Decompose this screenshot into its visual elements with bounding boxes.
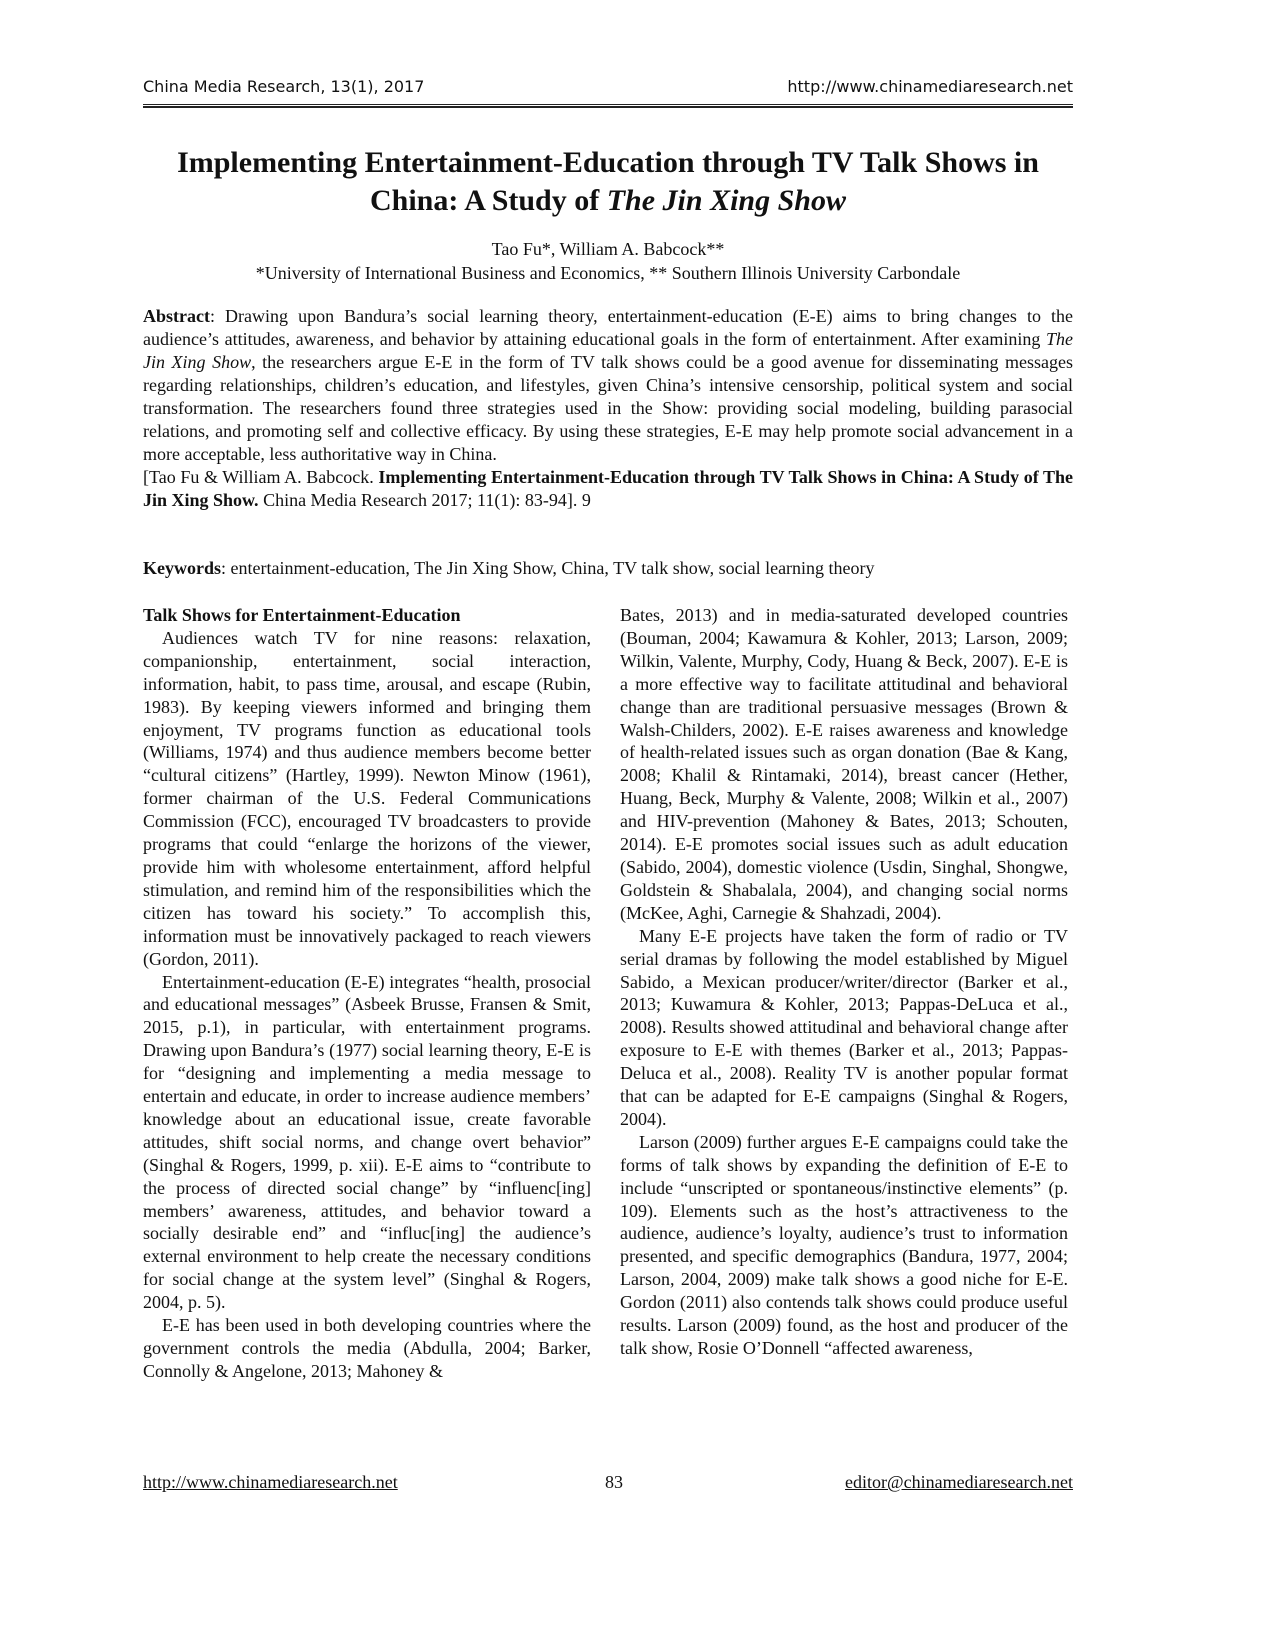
title-show-name: The Jin Xing Show	[606, 184, 846, 217]
keywords-label: Keywords	[143, 558, 221, 578]
page-header	[143, 72, 1073, 105]
citation-prefix: [Tao Fu & William A. Babcock.	[143, 467, 379, 487]
keywords	[143, 557, 1073, 580]
body-paragraph: E-E has been used in both developing countries where the government controls the media (Abdulla, 2004; Barker, Connolly & Angelone, 2013; Mahoney &	[143, 1315, 591, 1381]
abstract-citation	[143, 466, 1073, 512]
article-title	[120, 144, 1096, 220]
abstract-show-name: The Jin Xing Show	[143, 329, 1073, 372]
abstract-label: Abstract	[143, 306, 210, 326]
section-heading: Talk Shows for Entertainment-Education	[143, 605, 461, 625]
title-line-1: Implementing Entertainment-Education through TV Talk Shows in	[177, 146, 1039, 179]
citation-title: Implementing Entertainment-Education through TV Talk Shows in China: A Study of The Jin Xing Show.	[143, 467, 1073, 510]
author-affiliations: *University of International Business and Economics, ** Southern Illinois University Carbondale	[255, 263, 961, 283]
author-block	[143, 237, 1073, 285]
abstract-body	[143, 305, 1073, 466]
journal-citation: China Media Research, 13(1), 2017	[143, 77, 425, 96]
body-paragraph: Many E-E projects have taken the form of radio or TV serial dramas by following the model established by Miguel Sabido, a Mexican producer/writer/director (Barker et al., 2013; Kuwamura & Kohler, 2013; Pappas-DeLuca et al., 2008). Results showed attitudinal and behavioral change after exposure to E-E with themes (Barker et al., 2013; Pappas-Deluca et al., 2008). Reality TV is another popular format that can be adapted for E-E campaigns (Singhal & Rogers, 2004).	[620, 925, 1068, 1129]
body-paragraph: Audiences watch TV for nine reasons: relaxation, companionship, entertainment, social interaction, information, habit, to pass time, arousal, and escape (Rubin, 1983). By keeping viewers informed and bringing them enjoyment, TV programs function as educational tools (Williams, 1974) and thus audience members become better “cultural citizens” (Hartley, 1999). Newton Minow (1961), former chairman of the U.S. Federal Communications Commission (FCC), encouraged TV broadcasters to provide programs that could “enlarge the horizons of the viewer, provide him with wholesome entertainment, afford helpful stimulation, and remind him of the responsibilities which the citizen has toward his society.” To accomplish this, information must be innovatively packaged to reach viewers (Gordon, 2011).	[143, 627, 591, 969]
body-paragraph: Entertainment-education (E-E) integrates “health, prosocial and educational messages” (Asbeek Brusse, Fransen & Smit, 2015, p.1), in particular, with entertainment programs. Drawing upon Bandura’s (1977) social learning theory, E-E is for “designing and implementing a media message to entertain and educate, in order to increase audience members’ knowledge about an educational issue, create favorable attitudes, shift social norms, and change overt behavior” (Singhal & Rogers, 1999, p. xii). E-E aims to “contribute to the process of directed social change” by “influenc[ing] members’ awareness, attitudes, and behavior toward a socially desirable end” and “influc[ing] the audience’s external environment to help create the necessary conditions for social change at the system level” (Singhal & Rogers, 2004, p. 5).	[143, 971, 591, 1313]
left-column	[143, 604, 591, 1383]
right-column	[620, 604, 1068, 1360]
abstract-text-2: , the researchers argue E-E in the form of TV talk shows could be a good avenue for disseminating messages regarding relationships, children’s education, and lifestyles, given China’s intensive censorship, political system and social transformation. The researchers found three strategies used in the Show: providing social modeling, building parasocial relations, and promoting self and collective efficacy. By using these strategies, E-E may help promote social advancement in a more acceptable, less authoritative way in China.	[143, 352, 1073, 464]
citation-suffix: China Media Research 2017; 11(1): 83-94]. 9	[258, 490, 591, 510]
title-line-2-prefix: China: A Study of	[369, 184, 607, 217]
abstract	[143, 305, 1073, 512]
footer-email-link[interactable]: editor@chinamediaresearch.net	[845, 1472, 1073, 1492]
body-paragraph: Bates, 2013) and in media-saturated developed countries (Bouman, 2004; Kawamura & Kohler, 2013; Larson, 2009; Wilkin, Valente, Murphy, Cody, Huang & Beck, 2007). E-E is a more effective way to facilitate attitudinal and behavioral change than are traditional persuasive messages (Brown & Walsh-Childers, 2002). E-E raises awareness and knowledge of health-related issues such as organ donation (Bae & Kang, 2008; Khalil & Rintamaki, 2014), breast cancer (Hether, Huang, Beck, Murphy & Valente, 2008; Wilkin et al., 2007) and HIV-prevention (Mahoney & Bates, 2013; Schouten, 2014). E-E promotes social issues such as adult education (Sabido, 2004), domestic violence (Usdin, Singhal, Shongwe, Goldstein & Shabalala, 2004), and changing social norms (McKee, Aghi, Carnegie & Shahzadi, 2004).	[620, 605, 1068, 923]
page-number: 83	[605, 1472, 623, 1492]
author-names: Tao Fu*, William A. Babcock**	[491, 239, 725, 259]
page-footer	[143, 1472, 1073, 1496]
title-line-2	[120, 182, 1096, 220]
keywords-text: : entertainment-education, The Jin Xing Show, China, TV talk show, social learning theory	[221, 558, 875, 578]
footer-url-link[interactable]: http://www.chinamediaresearch.net	[143, 1472, 398, 1492]
header-url-link[interactable]: http://www.chinamediaresearch.net	[787, 77, 1073, 96]
abstract-text-1: : Drawing upon Bandura’s social learning theory, entertainment-education (E-E) aims to bring changes to the audience’s attitudes, awareness, and behavior by attaining educational goals in the form of entertainment. After examining	[143, 306, 1073, 349]
body-paragraph: Larson (2009) further argues E-E campaigns could take the forms of talk shows by expanding the definition of E-E to include “unscripted or spontaneous/instinctive elements” (p. 109). Elements such as the host’s attractiveness to the audience, audience’s loyalty, audience’s trust to information presented, and specific demographics (Bandura, 1977, 2004; Larson, 2004, 2009) make talk shows a good niche for E-E. Gordon (2011) also contends talk shows could produce useful results. Larson (2009) found, as the host and producer of the talk show, Rosie O’Donnell “affected awareness,	[620, 1131, 1068, 1358]
